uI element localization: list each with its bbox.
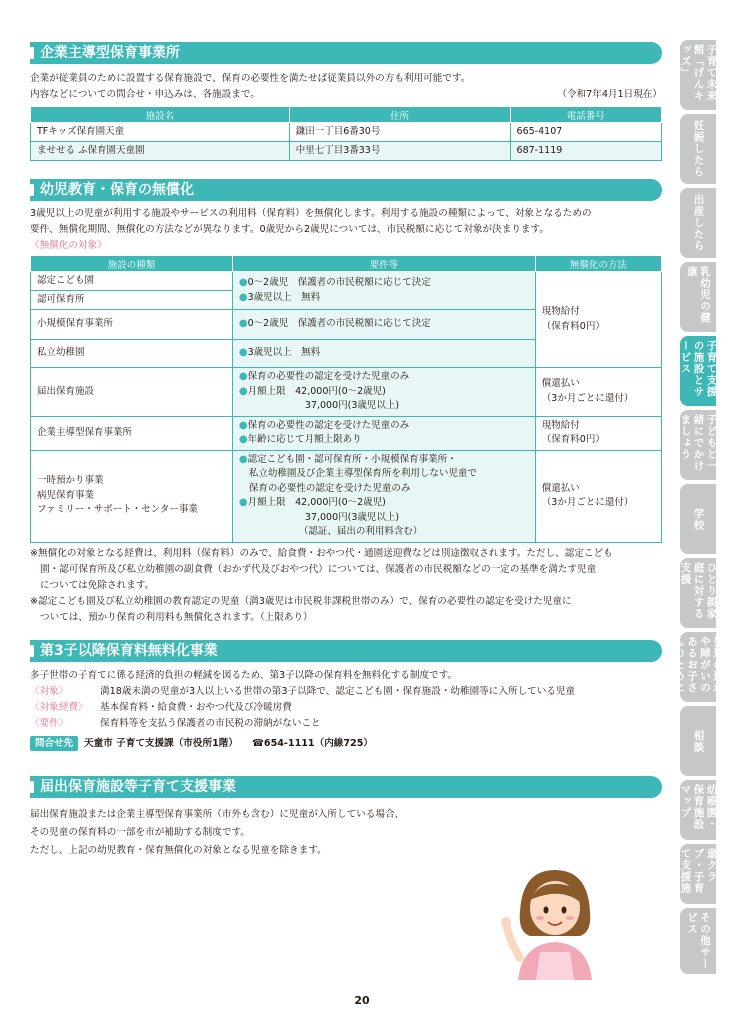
s2-desc-1: 3歳児以上の児童が利用する施設やサービスの利用料（保育料）を無償化します。利用する施設の種類によって、対象となるための: [30, 208, 592, 219]
tab-houkago-map[interactable]: 放課後児童クラブ・子育て支援施設マップ: [680, 844, 716, 904]
s3-item-req: [30, 716, 662, 732]
tab-soudan[interactable]: 相談: [680, 706, 716, 776]
cell-phone: 687-1119: [510, 142, 661, 161]
req-text: 0～2歳児 保護者の市民税額に応じて決定: [247, 277, 431, 288]
s2-subtitle: 《無償化の対象》: [30, 240, 107, 251]
req-text: 37,000円(3歳児以上): [304, 511, 400, 523]
req-text: 認定こども園・認可保育所・小規模保育事業所・: [247, 453, 457, 465]
bullet-icon: ●: [238, 385, 248, 397]
s3-item-target: [30, 684, 662, 700]
kigyou-table: [30, 106, 662, 161]
section-title-todokede: 届出保育施設等子育て支援事業: [30, 776, 662, 798]
s3-contact: [30, 736, 662, 752]
tab-sonota[interactable]: その他サービス: [680, 908, 716, 974]
text-target: 満18歳未満の児童が3人以上いる世帯の第3子以降で、認定こども園・保育施設・幼稚園等に入所している児童: [100, 685, 576, 697]
req-text: 3歳児以上 無料: [247, 347, 321, 359]
tab-ninshin[interactable]: 妊娠したら: [680, 114, 716, 184]
facility-todokede: 届出保育施設: [31, 368, 233, 417]
th-name: 施設名: [31, 107, 290, 123]
facility-byouji: 病児保育事業: [37, 489, 95, 501]
tab-dekakemashou[interactable]: 子どもと一緒にでかけましょう: [680, 410, 716, 480]
facility-ninka: 認可保育所: [37, 294, 85, 305]
s2-desc-2: 要件、無償化期間、無償化の方法などが異なります。0歳児から2歳児については、市民税額に応じて対象が決まります。: [30, 224, 549, 235]
req-text: 年齢に応じて月額上限あり: [247, 434, 362, 445]
tab-kosodate-shien[interactable]: 子育て支援の施設とサービス: [680, 336, 716, 406]
req-text: 月額上限 42,000円(0～2歳児): [247, 497, 386, 508]
method-shoukan-2: 償還払い （3か月ごとに還付）: [535, 450, 661, 542]
contact-phone: ☎654-1111（内線725）: [251, 737, 373, 749]
bullet-icon: ●: [238, 419, 248, 431]
facility-ichiji: 一時預かり事業: [37, 475, 104, 487]
req-text: 月額上限 42,000円(0～2歳児): [247, 385, 386, 397]
method-genbutsu: 現物給付 （保育料0円）: [535, 272, 661, 368]
facility-family: ファミリー・サポート・センター事業: [37, 504, 198, 516]
text-cost: 基本保育料・給食費・おやつ代及び冷暖房費: [100, 701, 292, 713]
th-requirements: 要件等: [232, 256, 535, 272]
page-number: 20: [354, 994, 370, 1007]
tab-hitorioya[interactable]: ひとり親家庭に対する支援: [680, 558, 716, 628]
side-index-tabs: [666, 40, 731, 978]
bullet-icon: ●: [238, 371, 248, 382]
tab-gakkou[interactable]: 学校: [680, 484, 716, 554]
req-text: 私立幼稚園及び企業主導型保育所を利用しない児童で: [248, 468, 477, 479]
woman-illustration: [500, 862, 610, 980]
bullet-icon: ●: [238, 347, 248, 359]
th-facility: 施設の種類: [31, 256, 233, 272]
req-text: （認証、届出の利用料含む）: [298, 526, 423, 537]
tab-genkids[interactable]: 子育て未来館「げんキッズ」: [680, 40, 716, 110]
s4-line-2: その児童の保育料の一部を市が補助する制度です。: [30, 826, 250, 838]
table-row: [31, 123, 662, 142]
note-1-cont: については免除されます。: [40, 579, 155, 591]
main-content: [30, 42, 662, 860]
label-target: 〈対象〉: [30, 685, 69, 697]
contact-dept: 天童市 子育て支援課（市役所1階）: [84, 737, 238, 749]
s4-line-1: 届出保育施設または企業主導型保育事業所（市外も含む）に児童が入所している場合、: [30, 808, 405, 820]
s3-intro: 多子世帯の子育てに係る経済的負担の軽減を図るため、第3子以降の保育料を無料化する制度です。: [30, 669, 458, 681]
facility-shoukibo: 小規模保育事業所: [31, 310, 233, 340]
tab-nyuyouji[interactable]: 乳幼児の健康: [680, 262, 716, 332]
bullet-icon: ●: [238, 453, 248, 465]
section-title-mushouka: 幼児教育・保育の無償化: [30, 179, 662, 201]
req-text: 保育の必要性の認定を受けた児童のみ: [247, 419, 410, 431]
s3-item-cost: [30, 700, 662, 716]
req-text: 3歳児以上 無料: [247, 291, 321, 303]
s1-desc-2: 内容などについての問合せ・申込みは、各施設まで。: [30, 89, 260, 100]
table-row: [31, 450, 662, 542]
s4-line-3: ただし、上記の幼児教育・保育無償化の対象となる児童を除きます。: [30, 844, 327, 856]
table-row: [31, 272, 662, 310]
cell-address: 鎌田一丁目6番30号: [289, 123, 510, 142]
tab-youchien-map[interactable]: 幼稚園・保育施設マップ: [680, 780, 716, 840]
tab-shussan[interactable]: 出産したら: [680, 188, 716, 258]
bullet-icon: ●: [238, 434, 248, 445]
section-title-daisanshi: 第3子以降保育料無料化事業: [30, 640, 662, 662]
table-row: [31, 368, 662, 417]
note-1-cont: 園・認可保育所及び私立幼稚園の副食費（おかず代及びおやつ代）については、保護者の市民税額などの一定の基準を満たす児童: [40, 563, 597, 575]
tab-hattatsu[interactable]: 発達の遅れや障がいのあるお子さんのために: [680, 632, 716, 702]
cell-name: ませせる ふ保育園天童園: [31, 142, 290, 161]
note-2: ※認定こども園及び私立幼稚園の教育認定の児童（満3歳児は市民税非課税世帯のみ）で、保育の必要性の認定を受けた児童に: [30, 595, 572, 607]
cell-name: TFキッズ保育園天童: [31, 123, 290, 142]
req-text: 保育の必要性の認定を受けた児童のみ: [248, 482, 411, 494]
label-cost: 〈対象経費〉: [30, 701, 88, 713]
req-text: 0～2歳児 保護者の市民税額に応じて決定: [247, 318, 431, 330]
section-title-kigyou: 企業主導型保育事業所: [30, 42, 662, 64]
label-req: 〈要件〉: [30, 717, 69, 729]
note-2-cont: ついては、預かり保育の利用料も無償化されます。（上限あり）: [40, 611, 313, 623]
bullet-icon: ●: [238, 277, 248, 288]
req-text: 37,000円(3歳児以上): [304, 400, 400, 411]
s1-desc-1: 企業が従業員のために設置する保育施設で、保育の必要性を満たせば従業員以外の方も利用可能です。: [30, 73, 471, 84]
th-phone: 電話番号: [510, 107, 661, 123]
th-method: 無償化の方法: [535, 256, 661, 272]
cell-phone: 665-4107: [510, 123, 661, 142]
th-address: 住所: [289, 107, 510, 123]
text-req: 保育料等を支払う保護者の市民税の滞納がないこと: [100, 717, 321, 729]
note-1: ※無償化の対象となる経費は、利用料（保育料）のみで、給食費・おやつ代・通園送迎費などは別途徴収されます。ただし、認定こども: [30, 547, 613, 559]
facility-kodomoen: 認定こども園: [31, 272, 232, 291]
bullet-icon: ●: [238, 291, 248, 303]
mushouka-table: [30, 255, 662, 543]
bullet-icon: ●: [238, 497, 248, 508]
req-text: 保育の必要性の認定を受けた児童のみ: [247, 371, 410, 382]
method-genbutsu-2: 現物給付 （保育料0円）: [535, 416, 661, 450]
facility-youchien: 私立幼稚園: [31, 340, 233, 368]
bullet-icon: ●: [238, 318, 248, 330]
cell-address: 中里七丁目3番33号: [289, 142, 510, 161]
contact-tag: 問合せ先: [30, 736, 78, 751]
s1-date: （令和7年4月1日現在）: [557, 89, 662, 100]
facility-kigyou: 企業主導型保育事業所: [31, 416, 233, 450]
table-row: [31, 142, 662, 161]
table-row: [31, 416, 662, 450]
method-shoukan: 償還払い （3か月ごとに還付）: [535, 368, 661, 417]
